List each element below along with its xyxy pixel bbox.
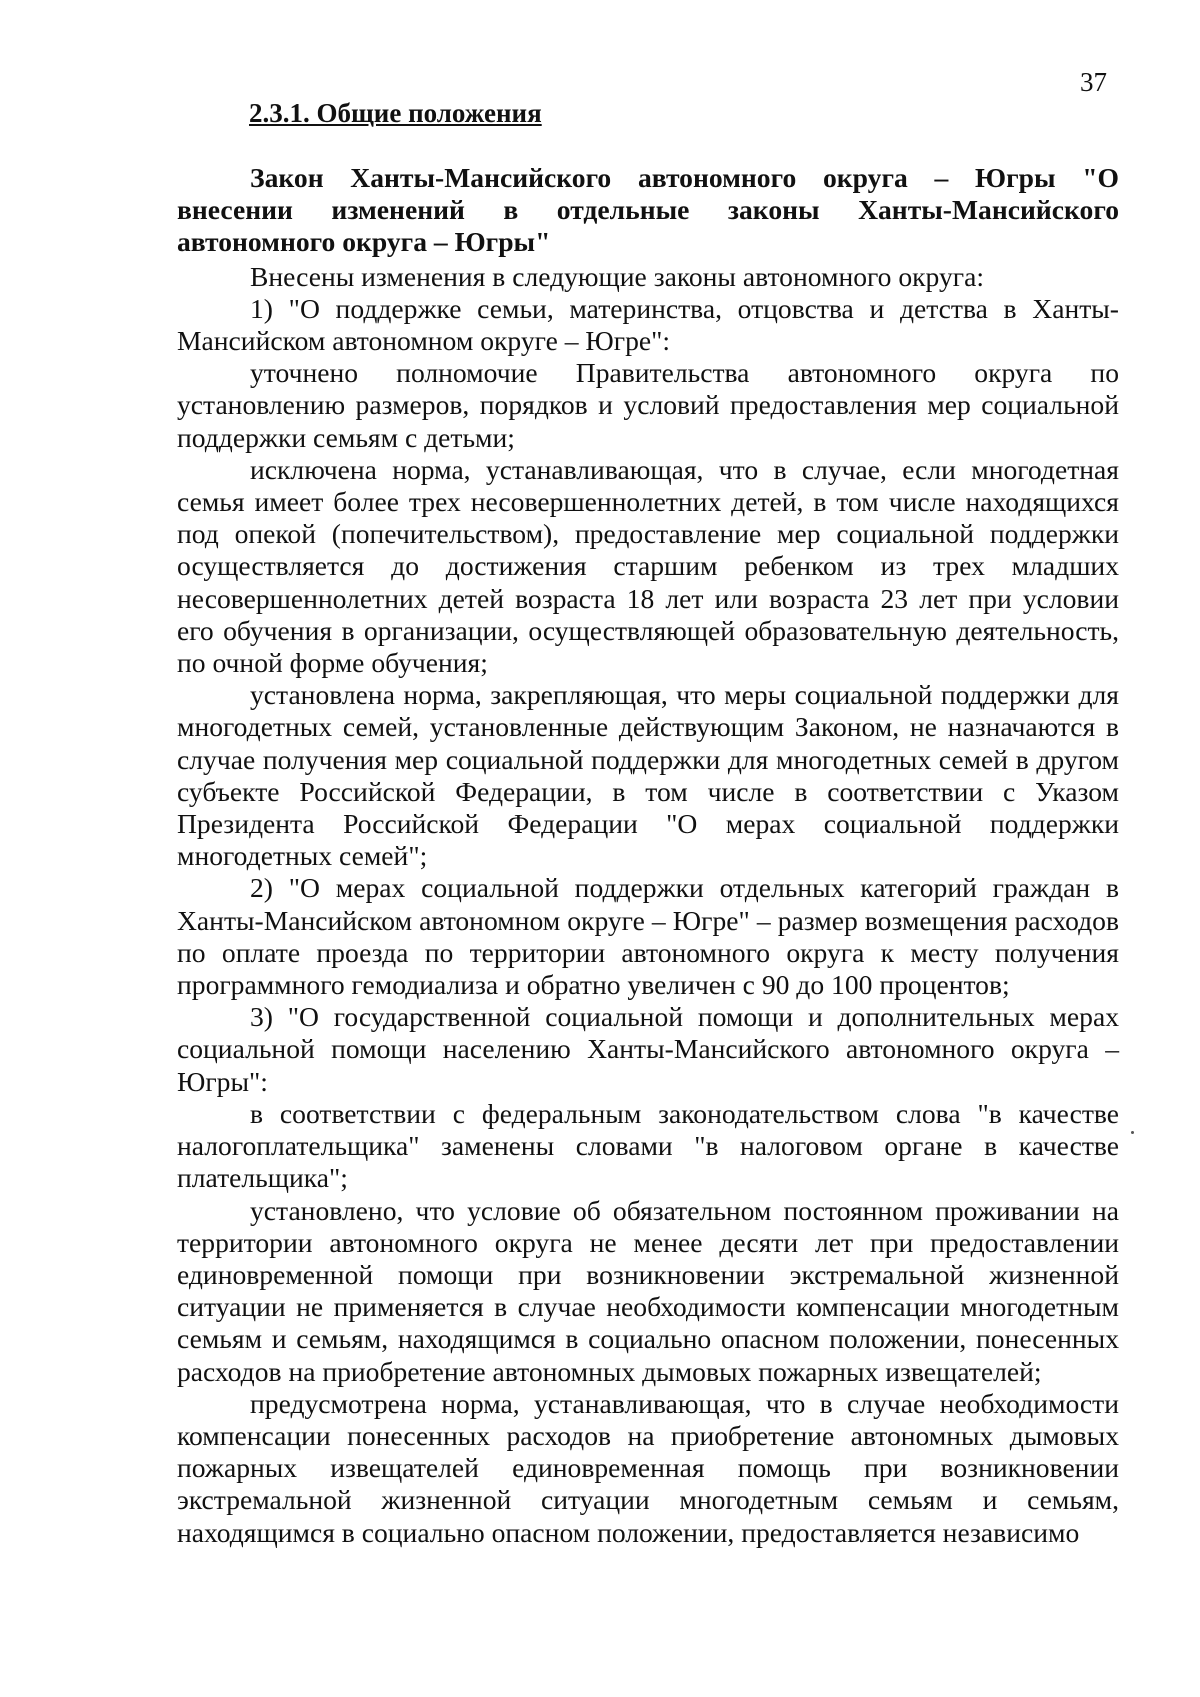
paragraph-excluded-norm: исключена норма, устанавливающая, что в случае, если многодетная семья имеет более трех несовершеннолетних детей, в том числе находящихся под опекой (попечительством), предоставление мер социальной поддержки осуществляется до достижения старшим ребенком из трех младших несовершеннолетних детей возраста 18 лет или возраста 23 лет при условии его обучения в организации, осуществляющей образовательную деятельность, по очной форме обучения;: [177, 453, 1119, 679]
paragraph-established-norm: установлена норма, закрепляющая, что меры социальной поддержки для многодетных семей, установленные действующим Законом, не назначаются в случае получения мер социальной поддержки для многодетных семей в другом субъекте Российской Федерации, в том числе в соответствии с Указом Президента Российской Федерации "О мерах социальной поддержки многодетных семей";: [177, 679, 1119, 872]
paragraph-compensation-norm: предусмотрена норма, устанавливающая, что в случае необходимости компенсации понесенных расходов на приобретение автономных дымовых пожарных извещателей единовременная помощь при возникновении экстремальной жизненной ситуации многодетным семьям и семьям, находящимся в социально опасном положении, предоставляется независимо: [177, 1387, 1119, 1548]
paragraph-wording-change: в соответствии с федеральным законодательством слова "в качестве налогоплательщика" заменены словами "в налоговом органе в качестве плательщика";: [177, 1097, 1119, 1194]
paragraph-clarified-powers: уточнено полномочие Правительства автономного округа по установлению размеров, порядков и условий предоставления мер социальной поддержки семьям с детьми;: [177, 357, 1119, 453]
law-title: Закон Ханты-Мансийского автономного округа – Югры "О внесении изменений в отдельные законы Ханты-Мансийского автономного округа – Югры": [177, 162, 1119, 258]
paragraph-law-2: 2) "О мерах социальной поддержки отдельных категорий граждан в Ханты-Мансийском автономном округе – Югре" – размер возмещения расходов по оплате проезда по территории автономного округа к месту получения программного гемодиализа и обратно увеличен с 90 до 100 процентов;: [177, 872, 1119, 1001]
document-body: [177, 162, 1119, 1549]
section-heading: 2.3.1. Общие положения: [249, 98, 542, 128]
scan-speck: [1131, 1131, 1134, 1134]
paragraph-law-3: 3) "О государственной социальной помощи и дополнительных мерах социальной помощи населению Ханты-Мансийского автономного округа – Югры":: [177, 1001, 1119, 1097]
paragraph-intro: Внесены изменения в следующие законы автономного округа:: [250, 260, 984, 292]
paragraph-law-1: 1) "О поддержке семьи, материнства, отцовства и детства в Ханты-Мансийском автономном округе – Югре":: [177, 292, 1119, 357]
paragraph-residence-condition: установлено, что условие об обязательном постоянном проживании на территории автономного округа не менее десяти лет при предоставлении единовременной помощи при возникновении экстремальной жизненной ситуации не применяется в случае необходимости компенсации многодетным семьям и семьям, находящимся в социально опасном положении, понесенных расходов на приобретение автономных дымовых пожарных извещателей;: [177, 1194, 1119, 1387]
page-number: 37: [1080, 67, 1107, 97]
